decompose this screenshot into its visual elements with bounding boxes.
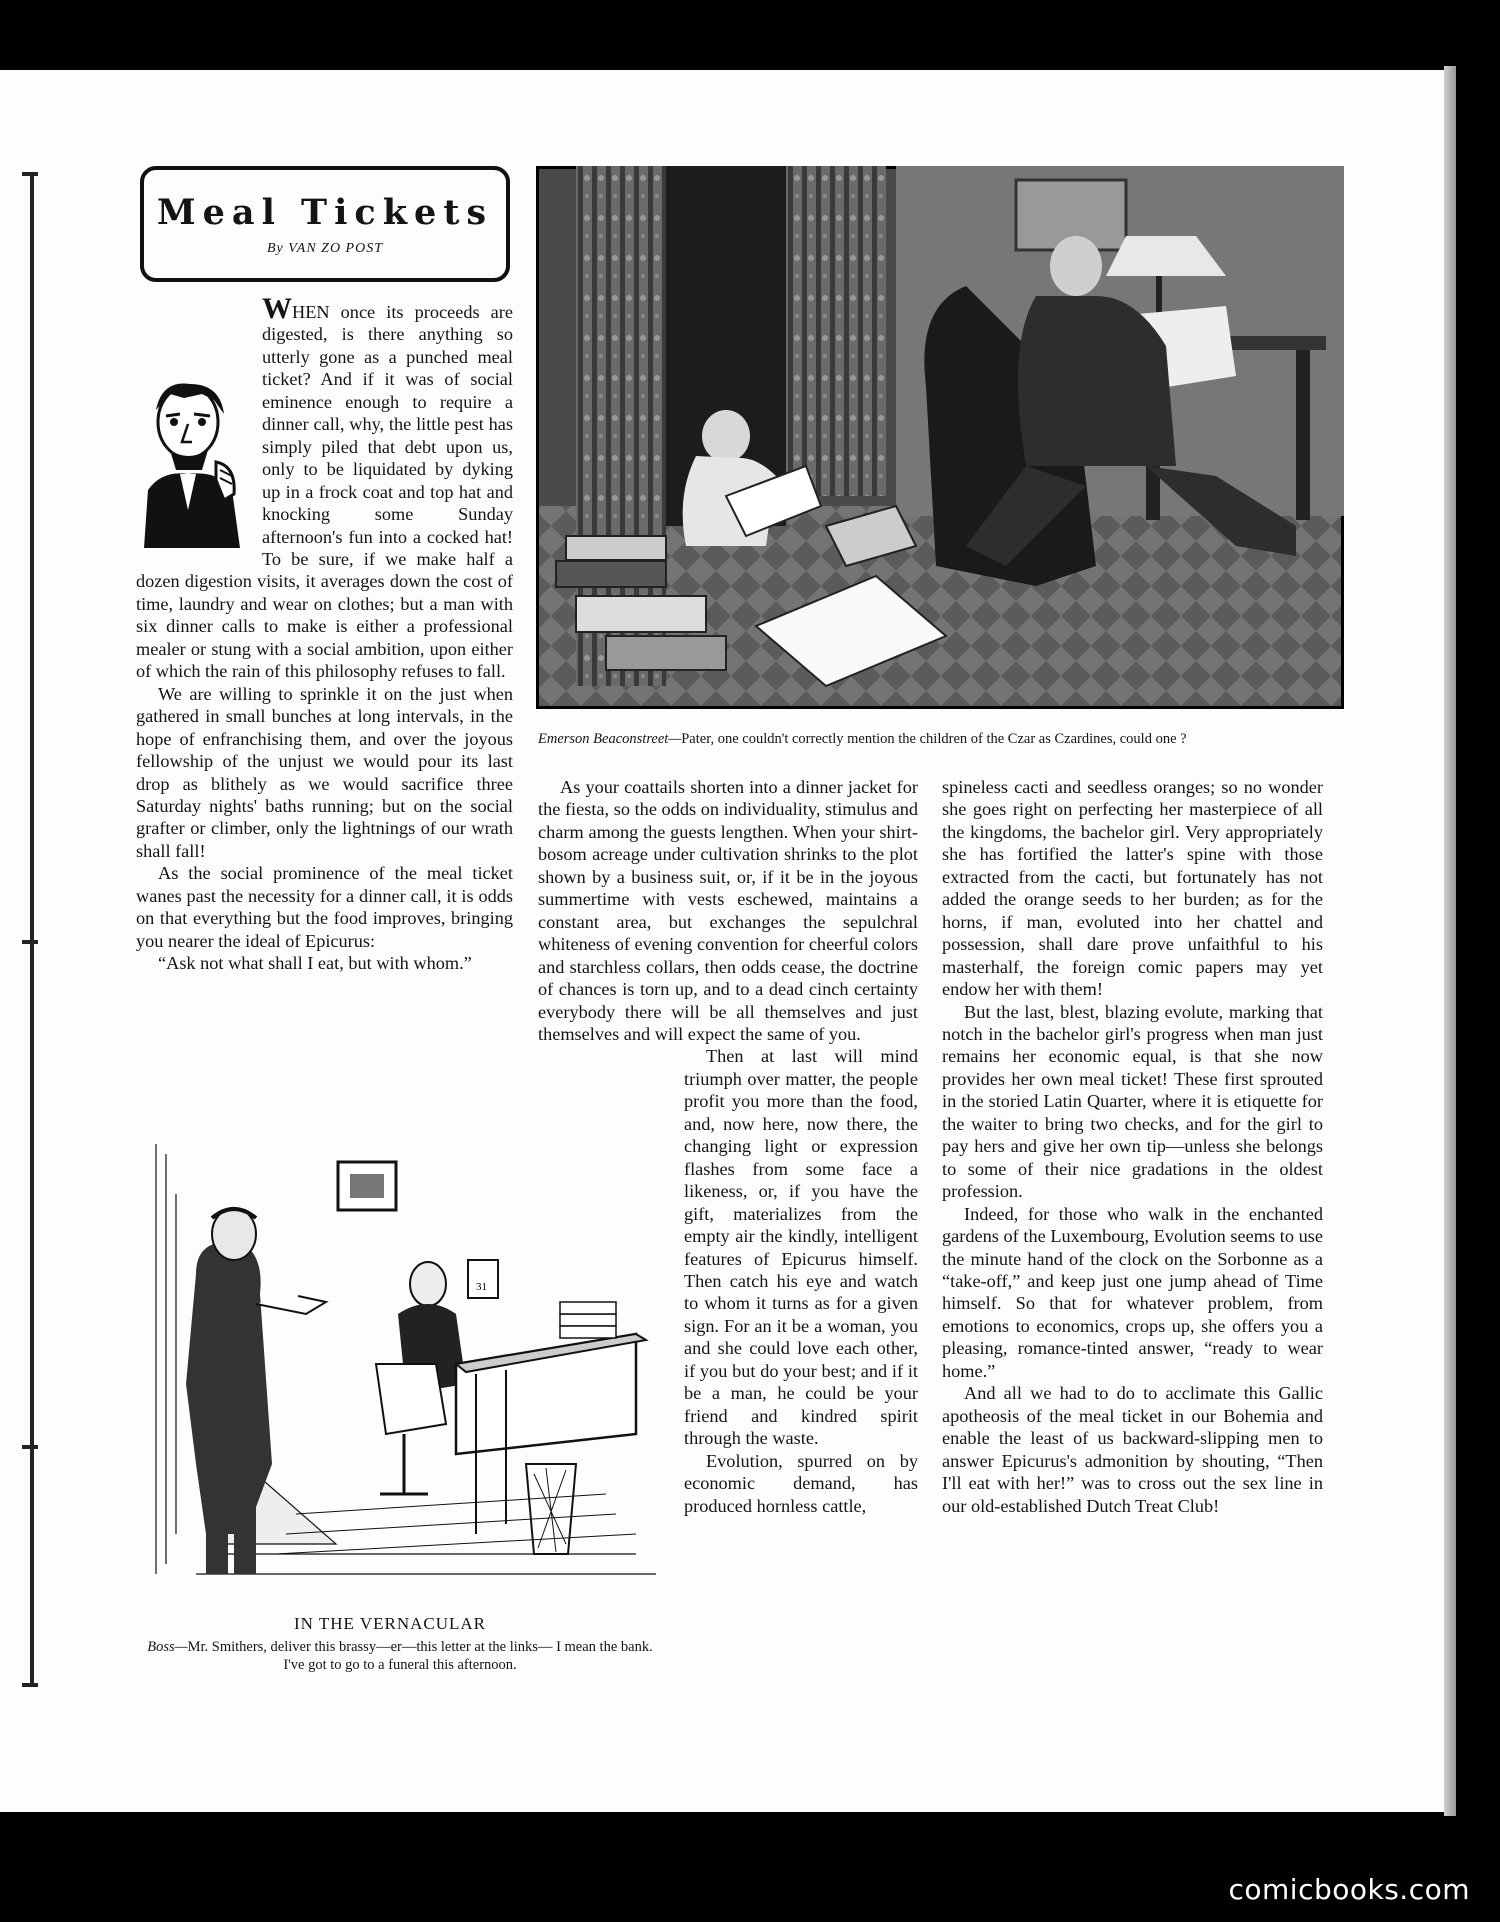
page-edge	[1444, 66, 1456, 1816]
article-title: Meal Tickets	[156, 192, 494, 233]
paragraph: Indeed, for those who walk in the enchanted gardens of the Luxembourg, Evolution seems to use the minute hand of the clock on the Sorbonne as a “take-off,” and keep just one jump ahead of Time himself. So that for whatever problem, from emotions to economics, crops up, she offers you a pleasing, romance-tinted answer, “ready to wear home.”	[942, 1203, 1323, 1381]
paragraph: But the last, blest, blazing evolute, marking that notch in the bachelor girl's progress when man just remains her economic equal, is that she now provides her own meal ticket! These first sprouted in the storied Latin Quarter, where it is etiquette for the waiter to bring two checks, and for the girl to pay hers and give her own tip—unless she belongs to some of their nice gradations in the oldest profession.	[942, 1001, 1323, 1202]
caption-speaker: Emerson Beaconstreet—	[538, 731, 682, 747]
paragraph: As the social prominence of the meal ticket wanes past the necessity for a dinner call, it is odds on that everything but the food improves, bringing you nearer the ideal of Epicurus:	[136, 863, 513, 951]
caricature-illustration	[132, 370, 250, 548]
watermark: comicbooks.com	[1228, 1873, 1470, 1906]
office-illustration	[136, 1134, 666, 1604]
binding-tick	[22, 1683, 38, 1687]
column-3	[942, 776, 1323, 1517]
binding-tick	[22, 940, 38, 944]
byline: By VAN ZO POST	[266, 241, 383, 256]
paragraph: Then at last will mind triumph over matter, the people profit you more than the food, and, now here, now there, the changing light or expression flashes from some face a likeness, or, if you have the gift, materializes from the empty air the kindly, intelligent features of Epicurus himself. Then catch his eye and watch to whom it turns as for a given sign. For an it be a woman, you and she could love each other, if you but do your best; and if it be a man, he could be your friend and kindred spirit through the waste.	[684, 1046, 918, 1449]
title-box	[140, 166, 510, 282]
caption-text: Pater, one couldn't correctly mention the children of the Czar as Czardines, could one ?	[681, 731, 1187, 747]
cartoon-caption	[140, 1638, 660, 1674]
cartoon-title: IN THE VERNACULAR	[293, 1614, 487, 1633]
drop-cap: W	[262, 292, 292, 325]
paragraph: “Ask not what shall I eat, but with whom.”	[158, 953, 472, 974]
column-1	[136, 292, 513, 975]
paragraph: As your coattails shorten into a dinner jacket for the fiesta, so the odds on individuality, stimulus and charm among the guests lengthen. When your shirt-bosom acreage under cultivation shrinks to the plot shown by a business suit, or, if it be in the joyous summertime with vests eschewed, maintains a constant area, but exchanges the sepulchral whiteness of evening convention for cheerful colors and starchless collars, then odds cease, the doctrine of chances is torn up, and to a dead cinch certainty everybody there will be all themselves and just themselves and will expect the same of you.	[538, 777, 918, 1044]
binding-rule	[30, 172, 34, 1687]
top-illustration-caption	[538, 730, 1338, 748]
paragraph: Evolution, spurred on by economic demand, has produced hornless cattle,	[684, 1450, 918, 1516]
paragraph: HEN once its proceeds are digested, is there anything so utterly gone as a punched meal ticket? And if it was of social eminence enough to require a dinner call, why, the little pest has simply piled that debt upon us, only to be liquidated by dyking up in a frock coat and top hat and knocking some Sunday afternoon's fun into a cocked hat! To be sure, if we make half a dozen digestion visits, it averages down the cost of time, laundry and wear on clothes; but a man with six dinner calls to make is either a professional mealer or stung with a social ambition, upon either of which the rain of this philosophy refuses to fall.	[136, 302, 513, 682]
paragraph: And all we had to do to acclimate this Gallic apotheosis of the meal ticket in our Bohemia and enable the least of us backward-slipping men to answer Epicurus's admonition by shouting, “Then I'll eat with her!” was to cross out the sex line in our old-established Dutch Treat Club!	[942, 1383, 1323, 1516]
reading-room-illustration	[536, 166, 1344, 709]
caption-speaker: Boss—	[147, 1639, 188, 1655]
paragraph: spineless cacti and seedless oranges; so no wonder she goes right on perfecting her masterpiece of all the kingdoms, the bachelor girl. Very appropriately she has fortified the latter's spine with those extracted from the cacti, but fortunately has not added the orange seeds to her burden; as for the horns, if man, evoluted into her chattel and possession, shall dare prove unfaithful to his masterhalf, the foreign comic papers may yet endow her with them!	[942, 777, 1323, 1000]
calendar-number: 31	[476, 1281, 487, 1293]
binding-tick	[22, 1445, 38, 1449]
paragraph: We are willing to sprinkle it on the just when gathered in small bunches at long intervals, in the hope of enfranchising them, and over the joyous fellowship of the unjust we would pour its last drop as blithely as we would sacrifice three Saturday nights' baths running; but on the social grafter or climber, only the lightnings of our wrath shall fall!	[136, 683, 513, 861]
caption-text: Mr. Smithers, deliver this brassy—er—this letter at the links— I mean the bank. I've got to go to a funeral this afternoon.	[187, 1639, 653, 1673]
binding-tick	[22, 172, 38, 176]
